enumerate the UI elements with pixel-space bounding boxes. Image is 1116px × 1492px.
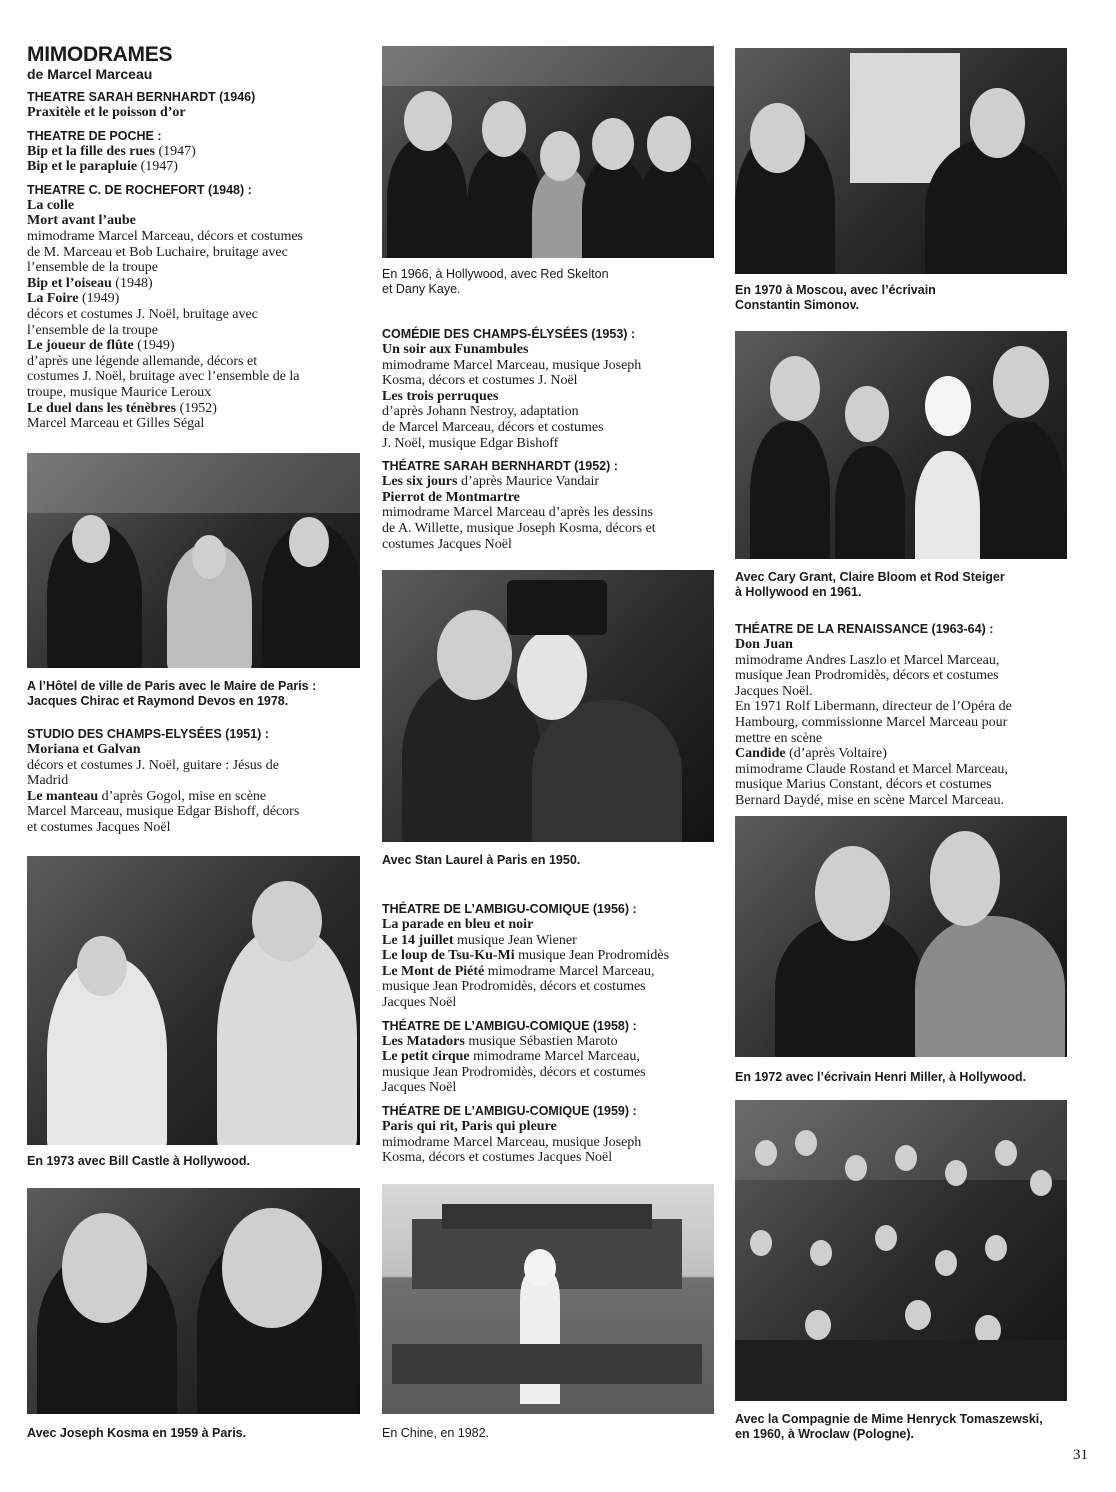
photo-skelton — [382, 46, 714, 258]
work-title: Pierrot de Montmartre — [382, 489, 520, 505]
work-title: Les trois perruques — [382, 388, 499, 404]
work-details: mimodrame Marcel Marceau, décors et costumes — [27, 228, 304, 244]
text-block-col2-top — [382, 327, 714, 552]
theatre-heading: STUDIO DES CHAMPS-ELYSÉES (1951) : — [27, 727, 269, 741]
work-details: mimodrame Marcel Marceau, — [469, 1049, 640, 1065]
program-line — [382, 979, 714, 995]
text-block-col1-top — [27, 90, 360, 432]
photo-kosma — [27, 1188, 360, 1414]
theatre-heading: THÉATRE DE L’AMBIGU-COMIQUE (1958) : — [382, 1018, 637, 1033]
work-title: Praxitèle et le poisson d’or — [27, 105, 186, 120]
work-title: Candide — [735, 746, 786, 762]
work-details: décors et costumes J. Noël, guitare : Jésus de — [27, 757, 279, 773]
work-details: musique Jean Prodromidès, décors et costumes — [382, 1064, 646, 1080]
program-line — [27, 742, 360, 758]
program-line — [27, 105, 360, 121]
program-line — [27, 245, 360, 261]
caption-chirac: A l’Hôtel de ville de Paris avec le Maire de Paris : Jacques Chirac et Raymond Devos en 1978. — [27, 679, 317, 708]
work-details: d’après une légende allemande, décors et — [27, 353, 258, 369]
work-details: Marcel Marceau, musique Edgar Bishoff, décors — [27, 804, 300, 820]
work-details: (1948) — [111, 275, 153, 291]
program-line — [735, 668, 1067, 684]
photo-chirac — [27, 453, 360, 668]
program-line — [27, 773, 360, 789]
work-details: musique Sébastien Maroto — [464, 1033, 618, 1049]
work-details: (d’après Voltaire) — [785, 746, 887, 762]
work-details: (1949) — [133, 338, 175, 354]
caption-kosma: Avec Joseph Kosma en 1959 à Paris. — [27, 1426, 247, 1440]
theatre-heading: THÉATRE DE LA RENAISSANCE (1963-64) : — [735, 622, 994, 636]
work-details: de M. Marceau et Bob Luchaire, bruitage avec — [27, 244, 288, 260]
work-title: Le duel dans les ténèbres — [27, 400, 177, 416]
photo-wroclaw — [735, 1100, 1067, 1401]
work-details: l’ensemble de la troupe — [27, 260, 159, 276]
work-details: Jacques Noël — [382, 1080, 457, 1096]
work-title: Le petit cirque — [382, 1049, 470, 1065]
program-line — [27, 789, 360, 805]
program-line — [382, 948, 714, 964]
program-line — [27, 401, 360, 417]
work-details: Jacques Noël. — [735, 683, 813, 699]
page-subtitle: de Marcel Marceau — [27, 66, 153, 82]
program-line — [27, 338, 360, 354]
program-line — [382, 1080, 714, 1096]
page-number: 31 — [1073, 1447, 1088, 1463]
program-line — [382, 490, 714, 506]
work-details: l’ensemble de la troupe — [27, 322, 159, 338]
program-line — [27, 323, 360, 339]
work-details: Madrid — [27, 773, 69, 789]
program-line — [27, 213, 360, 229]
caption-chine: En Chine, en 1982. — [382, 1426, 490, 1440]
program-line — [382, 995, 714, 1011]
program-line — [27, 144, 360, 160]
work-details: Hambourg, commissionne Marcel Marceau pour — [735, 714, 1008, 730]
work-details: musique Marius Constant, décors et costumes — [735, 777, 992, 793]
program-line — [382, 933, 714, 949]
program-line — [735, 762, 1067, 778]
work-title: La Foire — [27, 291, 79, 307]
program-line — [27, 276, 360, 292]
program-line — [27, 758, 360, 774]
work-details: musique Jean Prodromidès — [514, 948, 670, 964]
program-line — [27, 260, 360, 276]
program-line — [27, 369, 360, 385]
work-title: Les Matadors — [382, 1033, 465, 1049]
program-line — [735, 653, 1067, 669]
photo-grant — [735, 331, 1067, 559]
work-details: costumes J. Noël, bruitage avec l’ensemble de la — [27, 369, 300, 385]
program-line — [27, 198, 360, 214]
work-details: mettre en scène — [735, 730, 823, 746]
caption-grant: Avec Cary Grant, Claire Bloom et Rod Steiger à Hollywood en 1961. — [735, 570, 1005, 599]
work-details: Marcel Marceau et Gilles Ségal — [27, 416, 205, 432]
work-details: mimodrame Marcel Marceau, musique Joseph — [382, 357, 642, 373]
work-details: d’après Gogol, mise en scène — [98, 788, 267, 804]
photo-laurel — [382, 570, 714, 842]
work-details: musique Jean Prodromidès, décors et costumes — [382, 979, 646, 995]
program-line — [382, 1065, 714, 1081]
program-line — [382, 342, 714, 358]
program-line — [735, 777, 1067, 793]
work-details: musique Jean Prodromidès, décors et costumes — [735, 668, 999, 684]
program-line — [27, 385, 360, 401]
program-line — [27, 229, 360, 245]
caption-skelton: En 1966, à Hollywood, avec Red Skelton et Dany Kaye. — [382, 267, 609, 296]
work-title: Paris qui rit, Paris qui pleure — [382, 1118, 557, 1134]
theatre-heading: COMÉDIE DES CHAMPS-ÉLYSÉES (1953) : — [382, 327, 636, 341]
work-details: mimodrame Marcel Marceau d’après les dessins — [382, 505, 653, 521]
work-details: d’après Johann Nestroy, adaptation — [382, 404, 579, 420]
work-details: mimodrame Marcel Marceau, musique Joseph — [382, 1134, 642, 1150]
work-title: Le 14 juillet — [382, 932, 454, 948]
program-line — [27, 416, 360, 432]
work-title: Bip et la fille des rues — [27, 143, 155, 159]
caption-laurel: Avec Stan Laurel à Paris en 1950. — [382, 853, 581, 867]
program-line — [27, 820, 360, 836]
work-details: mimodrame Andres Laszlo et Marcel Marceau, — [735, 652, 1000, 668]
text-block-col3 — [735, 622, 1067, 809]
work-details: décors et costumes J. Noël, bruitage avec — [27, 306, 258, 322]
program-line — [735, 731, 1067, 747]
work-title: Bip et l’oiseau — [27, 275, 112, 291]
text-block-col2-bottom — [382, 902, 714, 1166]
program-line — [735, 637, 1067, 653]
program-line — [382, 474, 714, 490]
work-title: Le Mont de Piété — [382, 963, 485, 979]
program-line — [382, 505, 714, 521]
caption-wroclaw: Avec la Compagnie de Mime Henryck Tomaszewski, en 1960, à Wroclaw (Pologne). — [735, 1412, 1043, 1441]
work-details: d’après Maurice Vandair — [457, 474, 600, 490]
work-details: J. Noël, musique Edgar Bishoff — [382, 435, 559, 451]
caption-castle: En 1973 avec Bill Castle à Hollywood. — [27, 1154, 251, 1168]
work-details: (1949) — [78, 291, 120, 307]
work-title: Le manteau — [27, 788, 99, 804]
program-line — [735, 699, 1067, 715]
program-line — [382, 537, 714, 553]
work-details: Jacques Noël — [382, 994, 457, 1010]
work-details: mimodrame Marcel Marceau, — [484, 963, 655, 979]
work-details: et costumes Jacques Noël — [27, 819, 171, 835]
work-details: (1947) — [154, 143, 196, 159]
theatre-heading: THEATRE DE POCHE : — [27, 128, 162, 143]
program-line — [382, 389, 714, 405]
work-details: musique Jean Wiener — [453, 932, 577, 948]
program-line — [735, 793, 1067, 809]
program-line — [382, 1034, 714, 1050]
theatre-heading: THÉATRE DE L’AMBIGU-COMIQUE (1959) : — [382, 1103, 637, 1118]
program-line — [735, 684, 1067, 700]
work-details: Bernard Daydé, mise en scène Marcel Marceau. — [735, 792, 1004, 808]
work-title: Bip et le parapluie — [27, 159, 138, 175]
work-title: Le loup de Tsu-Ku-Mi — [382, 948, 515, 964]
work-details: mimodrame Claude Rostand et Marcel Marceau, — [735, 761, 1008, 777]
work-title: Moriana et Galvan — [27, 742, 141, 757]
program-line — [382, 1135, 714, 1151]
program-line — [382, 917, 714, 933]
theatre-heading: THÉATRE DE L’AMBIGU-COMIQUE (1956) : — [382, 902, 637, 916]
work-details: costumes Jacques Noël — [382, 536, 512, 552]
program-line — [382, 436, 714, 452]
work-details: Kosma, décors et costumes Jacques Noël — [382, 1150, 613, 1166]
text-block-col1-bottom — [27, 727, 360, 836]
work-title: Mort avant l’aube — [27, 213, 136, 229]
program-line — [382, 521, 714, 537]
work-title: Le joueur de flûte — [27, 338, 134, 354]
work-details: troupe, musique Maurice Leroux — [27, 384, 212, 400]
theatre-heading: THÉATRE SARAH BERNHARDT (1952) : — [382, 459, 618, 474]
program-line — [27, 354, 360, 370]
program-line — [382, 373, 714, 389]
theatre-heading: THEATRE SARAH BERNHARDT (1946) — [27, 90, 256, 104]
work-details: Kosma, décors et costumes J. Noël — [382, 373, 578, 389]
program-line — [382, 420, 714, 436]
program-line — [382, 1119, 714, 1135]
photo-moscou — [735, 48, 1067, 274]
program-line — [382, 964, 714, 980]
photo-miller — [735, 816, 1067, 1057]
program-line — [735, 715, 1067, 731]
photo-castle — [27, 856, 360, 1145]
work-title: La colle — [27, 197, 75, 213]
theatre-heading: THEATRE C. DE ROCHEFORT (1948) : — [27, 182, 252, 197]
work-details: En 1971 Rolf Libermann, directeur de l’Opéra de — [735, 699, 1012, 715]
program-line — [27, 159, 360, 175]
program-line — [382, 358, 714, 374]
page-title: MIMODRAMES — [27, 43, 173, 66]
program-line — [27, 291, 360, 307]
section-header — [27, 44, 360, 82]
work-details: de A. Willette, musique Joseph Kosma, décors et — [382, 520, 656, 536]
program-line — [382, 1049, 714, 1065]
caption-miller: En 1972 avec l’écrivain Henri Miller, à Hollywood. — [735, 1070, 1027, 1084]
work-title: Un soir aux Funambules — [382, 342, 529, 357]
work-title: La parade en bleu et noir — [382, 917, 534, 932]
work-title: Don Juan — [735, 637, 793, 652]
photo-chine — [382, 1184, 714, 1414]
work-details: (1947) — [137, 159, 178, 175]
work-details: de Marcel Marceau, décors et costumes — [382, 419, 604, 435]
program-line — [27, 307, 360, 323]
work-title: Les six jours — [382, 474, 458, 490]
caption-moscou: En 1970 à Moscou, avec l’écrivain Constantin Simonov. — [735, 283, 936, 312]
program-line — [382, 1150, 714, 1166]
program-line — [382, 404, 714, 420]
work-details: (1952) — [176, 400, 217, 416]
program-line — [735, 746, 1067, 762]
program-line — [27, 804, 360, 820]
